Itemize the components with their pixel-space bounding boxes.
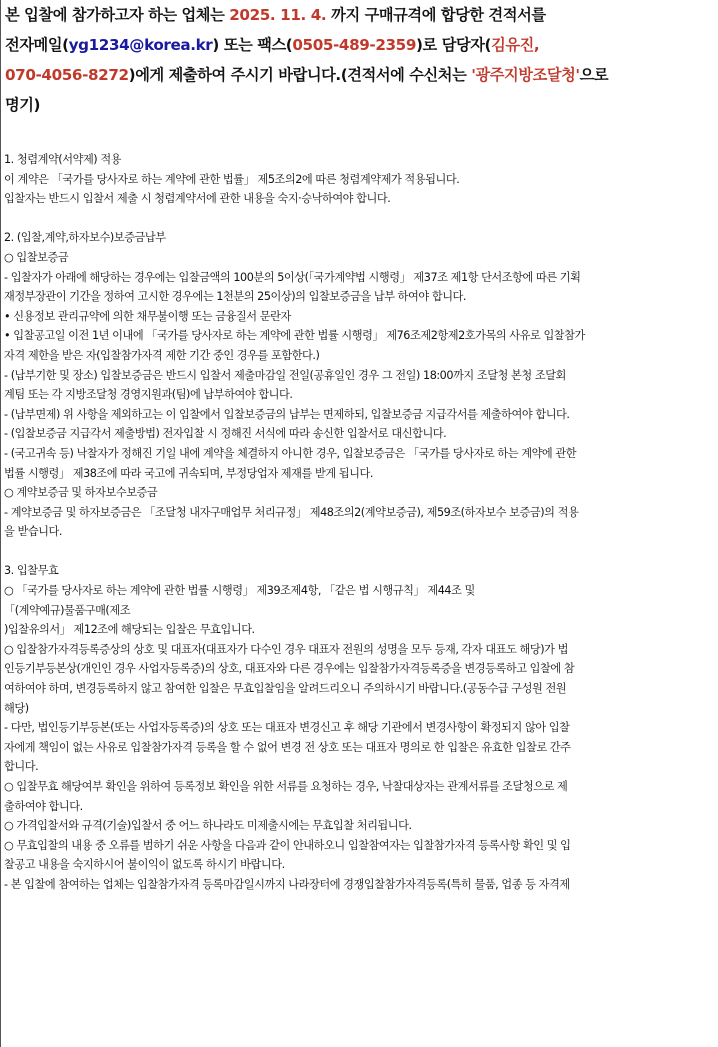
notice-line-2 (5, 30, 713, 60)
body-line: - (납부기한 및 장소) 입찰보증금은 반드시 입찰서 제출마감일 전일(공휴일인 경우 그 전일) 18:00까지 조달청 본청 조달회 (4, 368, 566, 382)
body-line: 재정부장관이 기간을 정하여 고시한 경우에는 1천분의 25이상)의 입찰보증금을 납부 하여야 합니다. (4, 290, 467, 304)
contact-fax: 0505-489-2359 (292, 36, 417, 54)
contact-email[interactable]: yg1234@korea.kr (68, 36, 213, 54)
body-line: - (납부면제) 위 사항을 제외하고는 이 입찰에서 입찰보증금의 납부는 면제하되, 입찰보증금 지급각서를 제출하여야 합니다. (4, 407, 570, 421)
body-line: 이 계약은 「국가를 당사자로 하는 계약에 관한 법률」 제5조의2에 따른 청렴계약제가 적용됩니다. (4, 172, 460, 186)
notice-text: 전자메일( (5, 36, 69, 54)
contact-phone: 070-4056-8272 (5, 66, 129, 84)
notice-text: )로 담당자( (416, 36, 492, 54)
subsection-heading: ○ 계약보증금 및 하자보수보증금 (4, 486, 158, 500)
notice-text: 으로 (579, 66, 609, 84)
body-line: 찰공고 내용을 숙지하시어 불이익이 없도록 하시기 바랍니다. (4, 858, 285, 872)
contact-manager: 김유진, (491, 36, 540, 54)
body-line: 법률 시행령」 제38조에 따라 국고에 귀속되며, 부정당업자 제재를 받게 됩니다. (4, 466, 373, 480)
notice-text: 명기) (5, 96, 41, 114)
body-line: ○ 입찰무효 해당여부 확인을 위하여 등록정보 확인을 위한 서류를 요청하는 경우, 낙찰대상자는 관계서류를 조달청으로 제 (4, 780, 568, 793)
body-line: 입찰자는 반드시 입찰서 제출 시 청렴계약서에 관한 내용을 숙지·승낙하여야 합니다. (4, 192, 391, 206)
body-line: 「(계약예규)물품구매(제조 (4, 603, 131, 617)
submission-notice (5, 0, 713, 120)
notice-text: ) 또는 팩스( (212, 36, 293, 54)
section-heading-deposit: 2. (입찰,계약,하자보수)보증금납부 (4, 231, 166, 245)
section-heading-integrity: 1. 청렴계약(서약제) 적용 (4, 153, 122, 166)
body-line: )입찰유의서」 제12조에 해당되는 입찰은 무효입니다. (4, 623, 255, 637)
body-line: - 계약보증금 및 하자보증금은 「조달청 내자구매업무 처리규정」 제48조의2(계약보증금), 제59조(하자보수 보증금)의 적용 (4, 505, 579, 519)
body-line: - (입찰보증금 지급각서 제출방법) 전자입찰 시 정해진 서식에 따라 송신한 입찰서로 대신합니다. (4, 427, 447, 441)
body-line: 여하여야 하며, 변경등록하지 않고 참여한 입찰은 무효입찰임을 알려드리오니 주의하시기 바랍니다.(공동수급 구성원 전원 (4, 682, 567, 696)
body-line: - 본 입찰에 참여하는 업체는 입찰참가자격 등록마감일시까지 나라장터에 경쟁입찰참가자격등록(특히 물품, 업종 등 자격제 (4, 877, 570, 891)
subsection-heading: ○ 입찰보증금 (4, 250, 69, 264)
bid-terms-body (4, 150, 716, 895)
body-line: 합니다. (4, 760, 39, 774)
body-line: - (국고귀속 등) 낙찰자가 정해진 기일 내에 계약을 체결하지 아니한 경우, 입찰보증금은 「국가를 당사자로 하는 계약에 관한 (4, 446, 577, 460)
body-line: 을 받습니다. (4, 525, 62, 539)
receiver-name: '광주지방조달청' (471, 66, 580, 84)
body-line: - 다만, 법인등기부등본(또는 사업자등록증)의 상호 또는 대표자 변경신고 후 해당 기관에서 변경사항이 확정되지 않아 입찰 (4, 721, 570, 735)
notice-text: 본 입찰에 참가하고자 하는 업체는 (5, 6, 230, 24)
notice-line-1 (5, 0, 713, 30)
body-line: 자에게 책임이 없는 사유로 입찰참가자격 등록을 할 수 없어 변경 전 상호 또는 대표자 명의로 한 입찰은 유효한 입찰로 간주 (4, 740, 571, 754)
notice-text: 까지 구매규격에 합당한 견적서를 (326, 6, 546, 24)
notice-line-3 (5, 60, 713, 90)
body-line: 해당) (4, 701, 29, 715)
section-heading-invalid-bid: 3. 입찰무효 (4, 564, 59, 578)
body-line: - 입찰자가 아래에 해당하는 경우에는 입찰금액의 100분의 5이상(「국가계약법 시행령」 제37조 제1항 단서조항에 따른 기획 (4, 270, 581, 284)
deadline-date: 2025. 11. 4. (229, 6, 327, 24)
body-line: ○ 「국가를 당사자로 하는 계약에 관한 법률 시행령」 제39조제4항, 「같은 법 시행규칙」 제44조 및 (4, 584, 475, 598)
notice-line-4 (5, 90, 713, 120)
bullet-line: • 신용정보 관리규약에 의한 채무불이행 또는 금융질서 문란자 (4, 309, 291, 323)
body-line: 자격 제한을 받은 자(입찰참가자격 제한 기간 중인 경우를 포함한다.) (4, 348, 320, 362)
body-line: 계팀 또는 각 지방조달청 경영지원과(팀)에 납부하여야 합니다. (4, 388, 293, 402)
body-line: 출하여야 합니다. (4, 799, 83, 813)
body-line: ○ 무효입찰의 내용 중 오류를 범하기 쉬운 사항을 다음과 같이 안내하오니 입찰참여자는 입찰참가자격 등록사항 확인 및 입 (4, 838, 571, 852)
notice-text: )에게 제출하여 주시기 바랍니다.(견적서에 수신처는 (128, 66, 472, 84)
bullet-line: • 입찰공고일 이전 1년 이내에 「국가를 당사자로 하는 계약에 관한 법률 시행령」 제76조제2항제2호가목의 사유로 입찰참가 (4, 329, 585, 343)
body-line: ○ 가격입찰서와 규격(기술)입찰서 중 어느 하나라도 미제출시에는 무효입찰 처리됩니다. (4, 819, 412, 833)
body-line: 인등기부등본상(개인인 경우 사업자등록증)의 상호, 대표자와 다른 경우에는 입찰참가자격등록증을 변경등록하고 입찰에 참 (4, 662, 575, 676)
body-line: ○ 입찰참가자격등록증상의 상호 및 대표자(대표자가 다수인 경우 대표자 전원의 성명을 모두 등재, 각자 대표도 해당)가 법 (4, 642, 568, 656)
